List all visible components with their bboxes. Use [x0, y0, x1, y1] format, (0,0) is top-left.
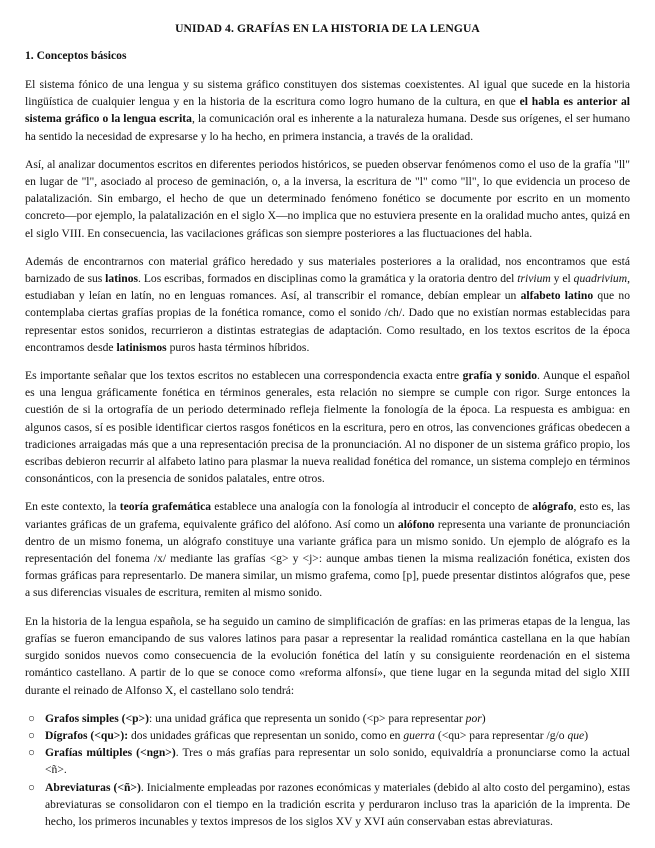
grafias-list	[25, 710, 630, 830]
term-latinos: latinos	[105, 272, 139, 286]
term-alografo: alógrafo	[532, 500, 574, 514]
term-latinismos: latinismos	[116, 340, 167, 354]
term-quadrivium: quadrivium	[573, 272, 628, 286]
document-title: UNIDAD 4. GRAFÍAS EN LA HISTORIA DE LA LENGUA	[175, 22, 480, 35]
paragraph-3: Además de encontrarnos con material gráfico heredado y sus materiales posteriores a la oralidad, nos encontramos que está barnizado de sus latinos. Los escribas, formados en disciplinas como la gramática y la oratoria dentro del trivium y el quadrivium, estudiaban y leían en latín, no en lenguas romances. Así, al transcribir el romance, debían emplear un alfabeto latino que no contemplaba ciertas grafías propias de la fonética romance, como el sonido /ch/. Dado que no existían normas establecidas para representar estos sonidos, recurrieron a distintas estrategias de adaptación. Como resultado, en los textos escritos de la época encontramos desde latinismos puros hasta términos híbridos.	[25, 254, 631, 354]
term-teoria-grafematica: teoría grafemática	[119, 500, 212, 514]
bullet-icon: ○	[28, 746, 36, 760]
term-alofono: alófono	[397, 517, 435, 531]
bullet-icon: ○	[28, 711, 36, 725]
bullet-icon: ○	[28, 780, 36, 794]
paragraph-5: En este contexto, la teoría grafemática establece una analogía con la fonología al introducir el concepto de alógrafo, esto es, las variantes gráficas de un grafema, equivalente gráfico del alófono. Así como un alófono representa una variante de pronunciación dentro de un mismo fonema, un alógrafo constituye una variante gráfica para un mismo sonido. Un ejemplo de alógrafo es la representación del fonema /x/ mediante las grafías <g> y <j>: aunque ambas tienen la misma realización fonética, existen dos formas gráficas para representarlo. De manera similar, un mismo grafema, como [p], puede presentar distintos alógrafos que, pese a sus diferencias visuales de escritura, remiten al mismo sonido.	[25, 500, 630, 600]
section-heading: 1. Conceptos básicos	[25, 49, 127, 62]
paragraph-6: En la historia de la lengua española, se ha seguido un camino de simplificación de grafías: en las primeras etapas de la lengua, las grafías se fueron emancipando de sus valores latinos para pasar a representar la realidad romántica castellana en la que habían surgido sonidos nuevos como consecuencia de la evolución fonética del latín y su consiguiente reordenación en el sistema romántico castellano. A partir de lo que se conoce como «reforma alfonsí», que tiene lugar en la segunda mitad del siglo XIII durante el reinado de Alfonso X, el castellano solo tendrá:	[25, 614, 630, 697]
term-grafia-sonido: grafía y sonido	[462, 369, 538, 383]
paragraph-1: El sistema fónico de una lengua y su sistema gráfico constituyen dos sistemas coexistentes. Al igual que sucede en la historia lingüística de cualquier lengua y en la historia de la escritura como logro humano de la cultura, en que el habla es anterior al sistema gráfico o la lengua escrita, la comunicación oral es inherente a la naturaleza humana. Desde sus orígenes, el ser humano ha sentido la necesidad de expresarse y lo ha hecho, en primera instancia, a través de la oralidad.	[25, 78, 630, 143]
term-alfabeto-latino: alfabeto latino	[520, 289, 594, 303]
bold-phrase: el habla es anterior al sistema gráfico o la lengua escrita	[25, 95, 630, 126]
list-item: ○ Grafías múltiples (<ngn>). Tres o más grafías para representar un solo sonido, equivaldría a pronunciarse como la actual <ñ>.	[28, 746, 631, 777]
bullet-icon: ○	[28, 728, 36, 742]
list-item: ○ Dígrafos (<qu>): dos unidades gráficas que representan un sonido, como en guerra (<qu> para representar /g/o que)	[25, 727, 630, 744]
term-trivium: trivium	[517, 272, 551, 286]
list-item: ○ Grafos simples (<p>): una unidad gráfica que representa un sonido (<p> para representar por)	[25, 710, 630, 727]
list-item: ○ Abreviaturas (<ñ>). Inicialmente empleadas por razones económicas y materiales (debido al alto costo del pergamino), estas abreviaturas se consolidaron con el tiempo en la tradición escrita y perduraron incluso tras la aparición de la imprenta. De hecho, los primeros incunables y textos impresos de los siglos XV y XVI aún conservaban estas abreviaturas.	[28, 780, 630, 828]
paragraph-2: Así, al analizar documentos escritos en diferentes periodos históricos, se pueden observar fenómenos como el uso de la grafía "ll" en lugar de "l", asociado al proceso de geminación, o, a la inversa, la escritura de "l" como "ll", lo que evidencia un proceso de palatalización. Sin embargo, el hecho de que un determinado fenómeno fonético se documente por escrito en un momento concreto—por ejemplo, la palatalización en el siglo X—no implica que no estuviera presente en la oralidad mucho antes, quizá en el siglo VIII. En consecuencia, las vacilaciones gráficas son siempre posteriores a las fluctuaciones del habla.	[25, 157, 630, 240]
paragraph-4: Es importante señalar que los textos escritos no establecen una correspondencia exacta entre grafía y sonido. Aunque el español es una lengua gráficamente fonética en términos generales, esta relación no siempre se cumple con rigor. Surge entonces la cuestión de si la ortografía de un periodo determinado refleja fielmente la fonología de la época. La respuesta es ambigua: en algunos casos, sí es posible identificar ciertos rasgos fonéticos en la escritura, pero en otros, las convenciones gráficas obedecen a tradiciones arraigadas más que a una representación precisa de la pronunciación. Al no disponer de un sistema gráfico propio, los escribas debieron recurrir al alfabeto latino para plasmar la nueva realidad fonética del romance, un sistema complejo en términos consonánticos, con la presencia de sonidos palatales, entre otros.	[25, 369, 630, 486]
